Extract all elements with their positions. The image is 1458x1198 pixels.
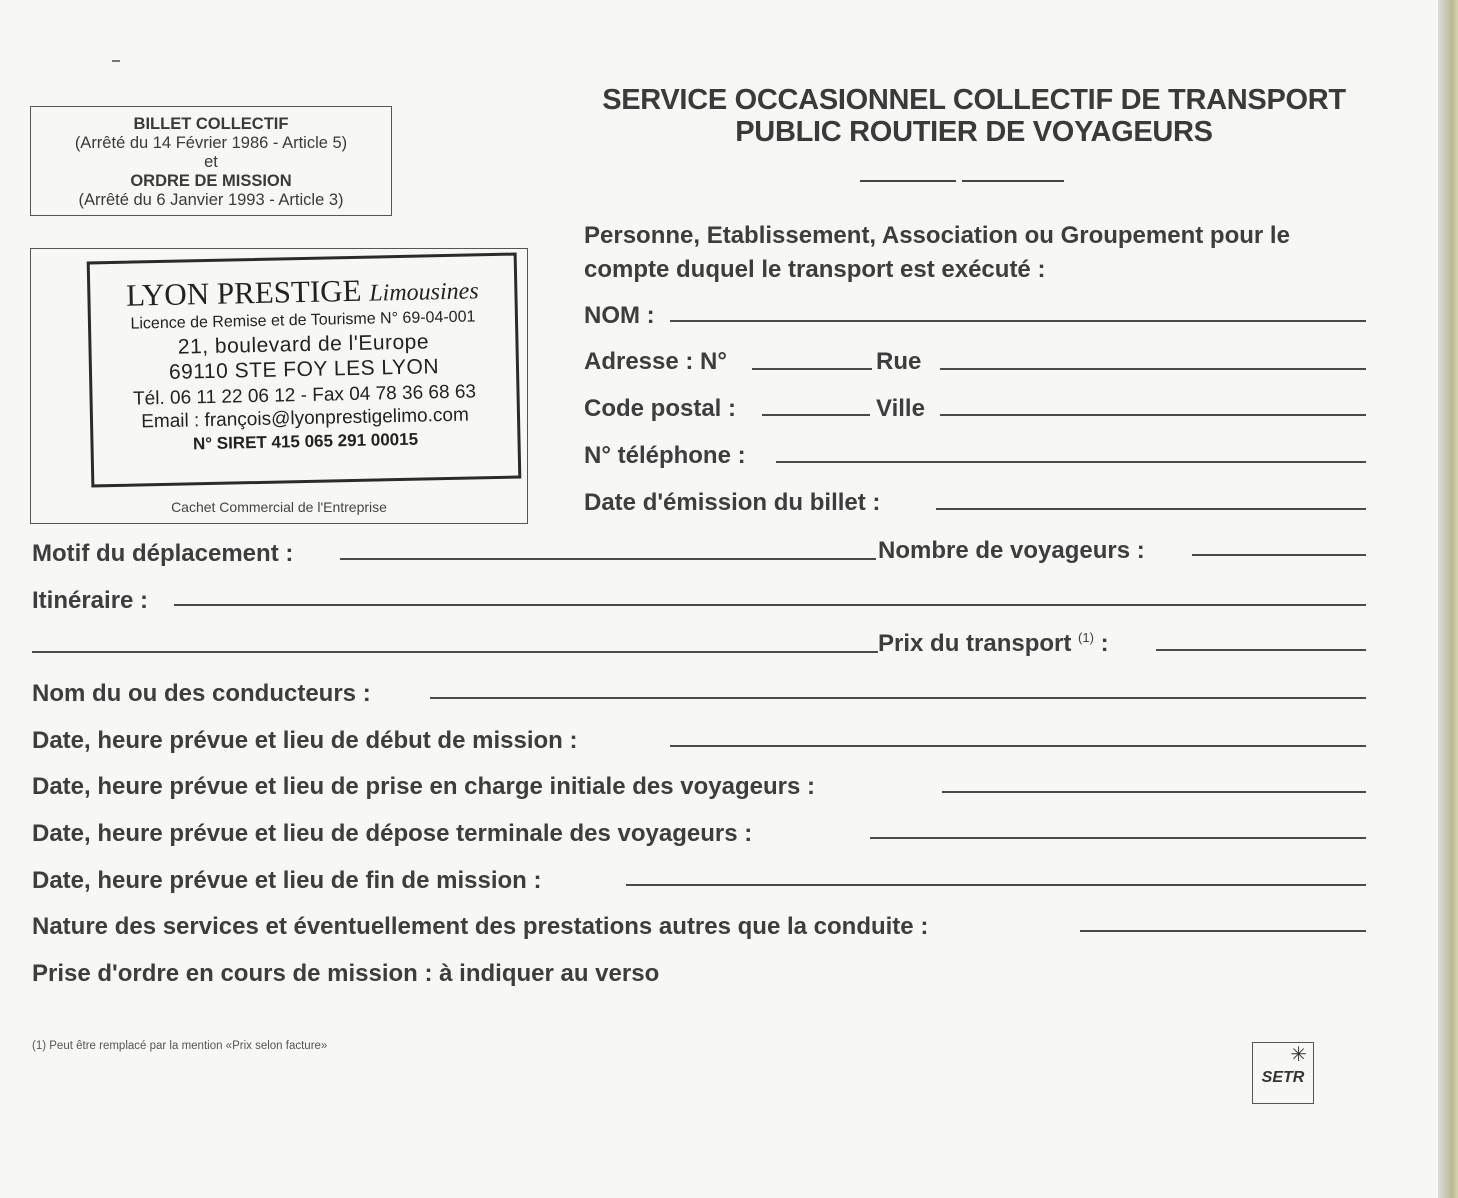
itineraire-label: Itinéraire : [32, 587, 149, 614]
nombre-voyageurs-field[interactable] [1192, 554, 1366, 556]
page-edge [1438, 0, 1458, 1198]
prise-ordre-note: Prise d'ordre en cours de mission : à indiquer au verso [32, 960, 660, 987]
prise-en-charge-label: Date, heure prévue et lieu de prise en charge initiale des voyageurs : [32, 773, 815, 800]
nom-field[interactable] [670, 320, 1366, 322]
asterisk-icon: ✳ [1290, 1044, 1307, 1066]
telephone-label: N° téléphone : [584, 442, 746, 469]
form-title-line1: SERVICE OCCASIONNEL COLLECTIF DE TRANSPORT [602, 84, 1346, 116]
ordre-de-mission-heading: ORDRE DE MISSION [130, 172, 292, 190]
telephone-field[interactable] [776, 461, 1366, 463]
prix-transport-field[interactable] [1156, 649, 1366, 651]
motif-label: Motif du déplacement : [32, 540, 294, 567]
billet-collectif-box [30, 106, 392, 216]
adresse-number-label: Adresse : N° [584, 348, 727, 375]
intro-text-line2: compte duquel le transport est exécuté : [584, 256, 1046, 283]
nature-services-label: Nature des services et éventuellement des prestations autres que la conduite : [32, 913, 929, 940]
prix-footnote-ref: (1) [1078, 630, 1094, 645]
setr-logo [1252, 1042, 1314, 1104]
debut-mission-field[interactable] [670, 745, 1366, 747]
form-title-line2: PUBLIC ROUTIER DE VOYAGEURS [735, 116, 1213, 148]
date-emission-label: Date d'émission du billet : [584, 489, 881, 516]
margin-dash [112, 60, 120, 62]
depose-field[interactable] [870, 837, 1366, 839]
nom-label: NOM : [584, 302, 655, 329]
title-rule-left [860, 180, 956, 182]
ville-label: Ville [876, 395, 925, 422]
stamp-address-city: 69110 STE FOY LES LYON [168, 355, 440, 384]
billet-collectif-heading: BILLET COLLECTIF [133, 115, 289, 133]
billet-et: et [204, 153, 218, 171]
date-emission-field[interactable] [936, 508, 1366, 510]
stamp-title-script: Limousines [369, 278, 479, 307]
ville-field[interactable] [940, 414, 1366, 416]
fin-mission-label: Date, heure prévue et lieu de fin de mission : [32, 867, 542, 894]
stamp-company-name [90, 270, 515, 315]
prise-en-charge-field[interactable] [942, 791, 1366, 793]
form-title [570, 84, 1378, 148]
code-postal-label: Code postal : [584, 395, 737, 422]
rue-label: Rue [876, 348, 922, 375]
rue-field[interactable] [940, 368, 1366, 370]
stamp-address-street: 21, boulevard de l'Europe [177, 330, 430, 359]
conducteurs-label: Nom du ou des conducteurs : [32, 680, 371, 707]
title-rule-right [962, 180, 1064, 182]
debut-mission-label: Date, heure prévue et lieu de début de mission : [32, 727, 578, 754]
company-stamp [87, 253, 522, 488]
stamp-phone-fax: Tél. 06 11 22 06 12 - Fax 04 78 36 68 63 [132, 381, 477, 410]
footnote: (1) Peut être remplacé par la mention «Prix selon facture» [32, 1040, 328, 1052]
prix-label-text: Prix du transport [878, 630, 1072, 657]
setr-logo-text: SETR [1261, 1069, 1305, 1086]
adresse-number-field[interactable] [752, 368, 872, 370]
stamp-email: Email : françois@lyonprestigelimo.com [141, 404, 470, 433]
nature-services-field[interactable] [1080, 930, 1366, 932]
itineraire-field[interactable] [174, 604, 1366, 606]
stamp-title: LYON PRESTIGE [125, 272, 362, 313]
fin-mission-field[interactable] [626, 884, 1366, 886]
stamp-siret: N° SIRET 415 065 291 00015 [192, 429, 419, 454]
prix-transport-label [878, 630, 1109, 658]
stamp-licence: Licence de Remise et de Tourisme N° 69-04-001 [130, 308, 476, 333]
ordre-de-mission-reference: (Arrêté du 6 Janvier 1993 - Article 3) [78, 191, 344, 209]
conducteurs-field[interactable] [430, 697, 1366, 699]
depose-label: Date, heure prévue et lieu de dépose terminale des voyageurs : [32, 820, 753, 847]
prix-label-colon: : [1100, 630, 1109, 657]
stamp-caption: Cachet Commercial de l'Entreprise [171, 499, 387, 515]
billet-collectif-reference: (Arrêté du 14 Février 1986 - Article 5) [74, 134, 348, 152]
nombre-voyageurs-label: Nombre de voyageurs : [878, 537, 1145, 564]
intro-text-line1: Personne, Etablissement, Association ou Groupement pour le [584, 222, 1290, 249]
motif-field[interactable] [340, 558, 876, 560]
company-stamp-box [30, 248, 528, 524]
code-postal-field[interactable] [762, 414, 870, 416]
itineraire-field-line2[interactable] [32, 651, 878, 653]
